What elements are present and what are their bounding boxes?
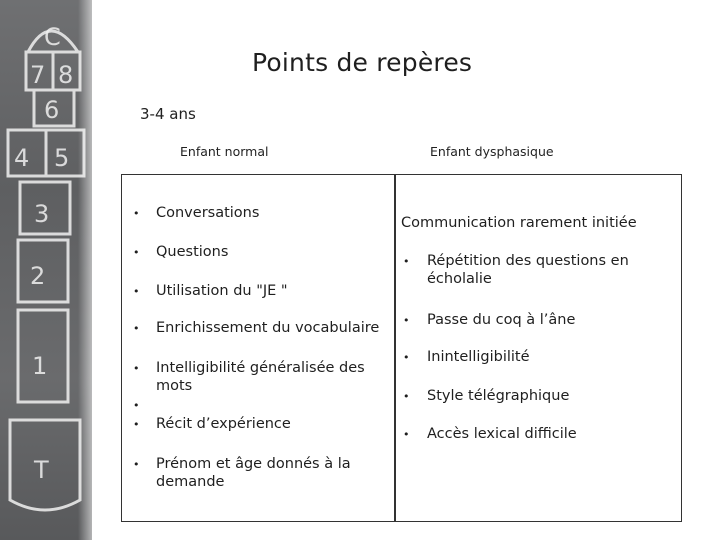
column-header-dysphasic: Enfant dysphasique (430, 144, 554, 159)
list-item: Style télégraphique (427, 388, 570, 404)
bullet-icon: • (133, 399, 140, 412)
bullet-icon: • (403, 351, 410, 364)
communication-intro: Communication rarement initiée (401, 215, 637, 231)
bullet-icon: • (403, 314, 410, 327)
list-item: Questions (156, 244, 229, 260)
bullet-icon: • (133, 458, 140, 471)
list-item: Passe du coq à l’âne (427, 312, 576, 328)
chalk-label: C (44, 23, 61, 51)
bullet-icon: • (133, 362, 140, 375)
chalk-label: 8 (58, 61, 74, 89)
list-item: Accès lexical difficile (427, 426, 577, 442)
list-item: Inintelligibilité (427, 349, 530, 365)
bullet-icon: • (133, 322, 140, 335)
bullet-icon: • (403, 390, 410, 403)
hopscotch-chalk-drawing (0, 0, 92, 540)
chalk-label: 7 (30, 61, 46, 89)
column-header-normal: Enfant normal (180, 144, 269, 159)
bullet-icon: • (403, 255, 410, 268)
chalk-label: 5 (54, 144, 70, 172)
list-item: Prénom et âge donnés à la demande (156, 456, 351, 490)
list-item: Récit d’expérience (156, 416, 291, 432)
list-item: Enrichissement du vocabulaire (156, 320, 380, 336)
chalk-label: 1 (32, 352, 48, 380)
bullet-icon: • (133, 418, 140, 431)
list-item: Conversations (156, 205, 260, 221)
bullet-icon: • (133, 207, 140, 220)
bullet-icon: • (133, 285, 140, 298)
chalk-label: T (34, 456, 49, 484)
bullet-icon: • (403, 428, 410, 441)
chalk-label: 3 (34, 200, 50, 228)
hopscotch-decoration (0, 0, 92, 540)
list-item: Répétition des questions en écholalie (427, 253, 629, 287)
list-item: Intelligibilité généralisée des mots (156, 360, 365, 394)
chalk-label: 2 (30, 262, 46, 290)
list-item: Utilisation du "JE " (156, 283, 288, 299)
chalk-label: 6 (44, 96, 60, 124)
bullet-icon: • (133, 246, 140, 259)
age-range-subtitle: 3-4 ans (140, 105, 196, 123)
chalk-label: 4 (14, 144, 30, 172)
slide-title: Points de repères (252, 48, 473, 77)
